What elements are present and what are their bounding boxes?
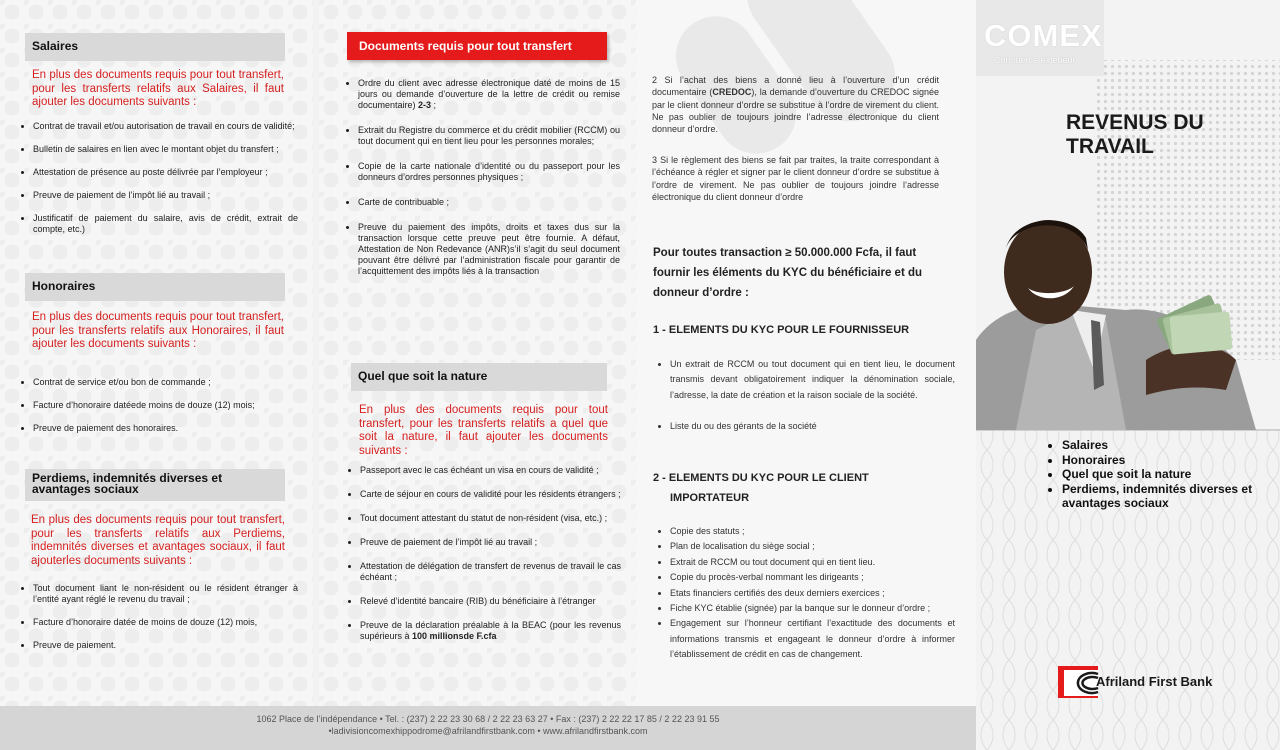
cover-title-line1: REVENUS DU bbox=[1066, 111, 1204, 134]
list-item: • Preuve de paiement de l’impôt lié au travail ; bbox=[33, 190, 298, 201]
panel-salaires-honoraires bbox=[0, 0, 313, 706]
list-item-text: Tout document attestant du statut de non-résident (visa, etc.) ; bbox=[360, 513, 608, 523]
list-item-text: Preuve du paiement des impôts, droits et taxes dus sur la transaction lorsque cette preuve peut être fournie. A défaut, Attestation de Non Redevance (ANR)s’il s’agit du seul document pouvant être délivré par l’administration fiscale pour garantir de l’acquittement des impôts liés à la transaction bbox=[358, 222, 620, 276]
footnote-2-credoc: CREDOC bbox=[712, 87, 752, 98]
list-item-text: Attestation de délégation de transfert de revenus de travail le cas échéant ; bbox=[360, 561, 621, 582]
cover-title-line2: TRAVAIL bbox=[1066, 135, 1154, 158]
panel-kyc bbox=[636, 0, 976, 706]
kyc-client-list bbox=[654, 524, 955, 663]
nature-intro: En plus des documents requis pour tout transfert, pour les transferts relatifs a quel que soit la nature, il faut ajouter les documents suivants : bbox=[359, 404, 608, 457]
honoraires-intro: En plus des documents requis pour tout transfert, pour les transferts relatifs aux Honoraires, il faut ajouter les documents suivants : bbox=[32, 311, 284, 350]
list-item: • Facture d’honoraire datéede moins de douze (12) mois; bbox=[33, 400, 298, 411]
section-title-honoraires: Honoraires bbox=[25, 273, 285, 301]
list-item-text: Copie de la carte nationale d’identité ou du passeport pour les donneurs d’ordres personnes physiques ; bbox=[358, 161, 620, 182]
list-item-bold: 100 millionsde F.cfa bbox=[412, 631, 497, 641]
list-item: • Justificatif de paiement du salaire, avis de crédit, extrait de compte, etc.) bbox=[33, 213, 298, 235]
list-item: • Perdiems, indemnités diverses et avantages sociaux bbox=[1062, 482, 1280, 511]
list-item-text: Relevé d’identité bancaire (RIB) du bénéficiaire à l’étranger bbox=[360, 596, 596, 606]
footnote-3: 3 Si le règlement des biens se fait par traites, la traite correspondant à l’échéance à régler et signer par le client donneur d’ordre se substitue à l’ordre de virement. Ne pas oublier de toujours joindre l’adresse électronique du client donneur d’ordre bbox=[652, 155, 939, 202]
list-item-text: Extrait du Registre du commerce et du crédit mobilier (RCCM) ou tout document qui en tient lieu pour les personnes morales; bbox=[358, 125, 620, 146]
perdiems-intro: En plus des documents requis pour tout transfert, pour les transferts relatifs aux Perdiems, indemnités diverses et avantages sociaux, il faut ajouterles documents suivants : bbox=[31, 514, 285, 567]
list-item bbox=[358, 78, 620, 111]
honoraires-list bbox=[20, 377, 298, 434]
list-item: • Fiche KYC établie (signée) par la banque sur le donneur d’ordre ; bbox=[670, 601, 955, 616]
list-item: • Engagement sur l’honneur certifiant l’exactitude des documents et informations transmis et engageant le donneur d’ordre à informer l’établissement de crédit en cas de changement. bbox=[670, 616, 955, 662]
section-title-salaires: Salaires bbox=[25, 33, 285, 61]
footnote-2 bbox=[652, 74, 939, 135]
list-item bbox=[360, 561, 621, 583]
businessman-photo bbox=[976, 210, 1280, 430]
kyc-client-title bbox=[653, 468, 953, 508]
list-item bbox=[358, 161, 620, 183]
list-item: • Liste du ou des gérants de la société bbox=[670, 419, 955, 434]
list-item bbox=[360, 489, 621, 500]
list-item: • Preuve de paiement des honoraires. bbox=[33, 423, 298, 434]
list-item bbox=[360, 620, 621, 642]
documents-list bbox=[345, 78, 620, 277]
list-item: • Preuve de paiement. bbox=[33, 640, 298, 651]
list-item: • Copie des statuts ; bbox=[670, 524, 955, 539]
salaires-intro: En plus des documents requis pour tout transfert, pour les transferts relatifs aux Salaires, il faut ajouter les documents suivants : bbox=[32, 69, 284, 108]
list-item: • Extrait de RCCM ou tout document qui en tient lieu. bbox=[670, 555, 955, 570]
list-item: • Contrat de travail et/ou autorisation de travail en cours de validité; bbox=[33, 121, 298, 132]
panel-documents-requis bbox=[319, 0, 636, 706]
list-item-text: Carte de séjour en cours de validité pour les résidents étrangers ; bbox=[360, 489, 621, 499]
footnote-2-part-b: ), la demande d’ouverture du CREDOC signée par le client donneur d’ordre se substitue à l’ordre de virement du client. Ne pas oublier de toujours joindre l’adresse électronique du client donneur d’ordre. bbox=[652, 87, 939, 135]
footer-contact: •ladivisioncomexhippodrome@afrilandfirstbank.com • www.afrilandfirstbank.com bbox=[328, 725, 648, 736]
section-title-perdiems: Perdiems, indemnités diverses et avantages sociaux bbox=[25, 469, 285, 501]
cover-topics-list bbox=[1044, 438, 1280, 511]
list-item-text: Carte de contribuable ; bbox=[358, 197, 450, 207]
list-item: • Quel que soit la nature bbox=[1062, 467, 1280, 482]
list-item bbox=[358, 222, 620, 277]
salaires-list bbox=[20, 121, 298, 235]
list-item-text: Preuve de la déclaration préalable à la BEAC (pour les revenus supérieurs à bbox=[360, 620, 621, 641]
list-item-text: Passeport avec le cas échéant un visa en cours de validité ; bbox=[360, 465, 599, 475]
cover-panel bbox=[976, 0, 1280, 750]
list-item bbox=[358, 125, 620, 147]
list-item: • Tout document liant le non-résident ou le résident étranger à l’entité ayant réglé le revenu du travail ; bbox=[33, 583, 298, 605]
list-item-tail: ; bbox=[431, 100, 437, 110]
perdiems-list bbox=[20, 583, 298, 651]
list-item: • Attestation de présence au poste délivrée par l’employeur ; bbox=[33, 167, 298, 178]
list-item: • Plan de localisation du siège social ; bbox=[670, 539, 955, 554]
list-item bbox=[360, 513, 621, 524]
cover-title bbox=[1066, 111, 1204, 159]
section-title-documents-requis: Documents requis pour tout transfert bbox=[347, 32, 607, 60]
list-item bbox=[360, 596, 621, 607]
footer bbox=[0, 706, 976, 750]
list-item: • Contrat de service et/ou bon de commande ; bbox=[33, 377, 298, 388]
kyc-fournisseur-list bbox=[654, 357, 955, 435]
list-item: • Honoraires bbox=[1062, 453, 1280, 468]
footnote-2-part-a: 2 Si l’achat des biens a donné lieu à l’ouverture d’un crédit documentaire ( bbox=[652, 75, 939, 98]
footer-address: 1062 Place de l’indépendance • Tel. : (237) 2 22 23 30 68 / 2 22 23 63 27 • Fax : (237) 2 22 22 17 85 / 2 22 23 91 55 bbox=[256, 714, 720, 724]
list-item: • Etats financiers certifiés des deux derniers exercices ; bbox=[670, 586, 955, 601]
kyc-intro: Pour toutes transaction ≥ 50.000.000 Fcfa, il faut fournir les éléments du KYC du bénéficiaire et du donneur d’ordre : bbox=[653, 247, 923, 299]
list-item: • Facture d’honoraire datée de moins de douze (12) mois, bbox=[33, 617, 298, 628]
comex-logo-box bbox=[976, 0, 1104, 76]
list-item bbox=[358, 197, 620, 208]
list-item: • Salaires bbox=[1062, 438, 1280, 453]
list-item bbox=[360, 465, 621, 476]
comex-subtitle: Commerce exterieur bbox=[994, 55, 1076, 65]
nature-list bbox=[347, 465, 621, 642]
kyc-client-title-line1: 2 - ELEMENTS DU KYC POUR LE CLIENT bbox=[653, 472, 869, 484]
afriland-logo-text: Afriland First Bank bbox=[1096, 674, 1213, 689]
list-item-bold: 2-3 bbox=[418, 100, 432, 110]
list-item: • Un extrait de RCCM ou tout document qui en tient lieu, le document transmis devant obligatoirement indiquer la dénomination sociale, l’adresse, la date de création et la raison sociale de la société. bbox=[670, 357, 955, 403]
list-item-text: Preuve de paiement de l’impôt lié au travail ; bbox=[360, 537, 538, 547]
section-title-nature: Quel que soit la nature bbox=[351, 363, 607, 391]
list-item: • Copie du procès-verbal nommant les dirigeants ; bbox=[670, 570, 955, 585]
list-item bbox=[360, 537, 621, 548]
comex-logo: COMEX bbox=[984, 18, 1103, 53]
list-item: • Bulletin de salaires en lien avec le montant objet du transfert ; bbox=[33, 144, 298, 155]
afriland-logo bbox=[1056, 664, 1256, 700]
kyc-fournisseur-title: 1 - ELEMENTS DU KYC POUR LE FOURNISSEUR bbox=[653, 324, 910, 336]
kyc-client-title-line2: IMPORTATEUR bbox=[670, 492, 750, 504]
list-item-text: Ordre du client avec adresse électronique daté de moins de 15 jours ou demande d’ouverture de la lettre de crédit ou remise documentaire) bbox=[358, 78, 620, 110]
